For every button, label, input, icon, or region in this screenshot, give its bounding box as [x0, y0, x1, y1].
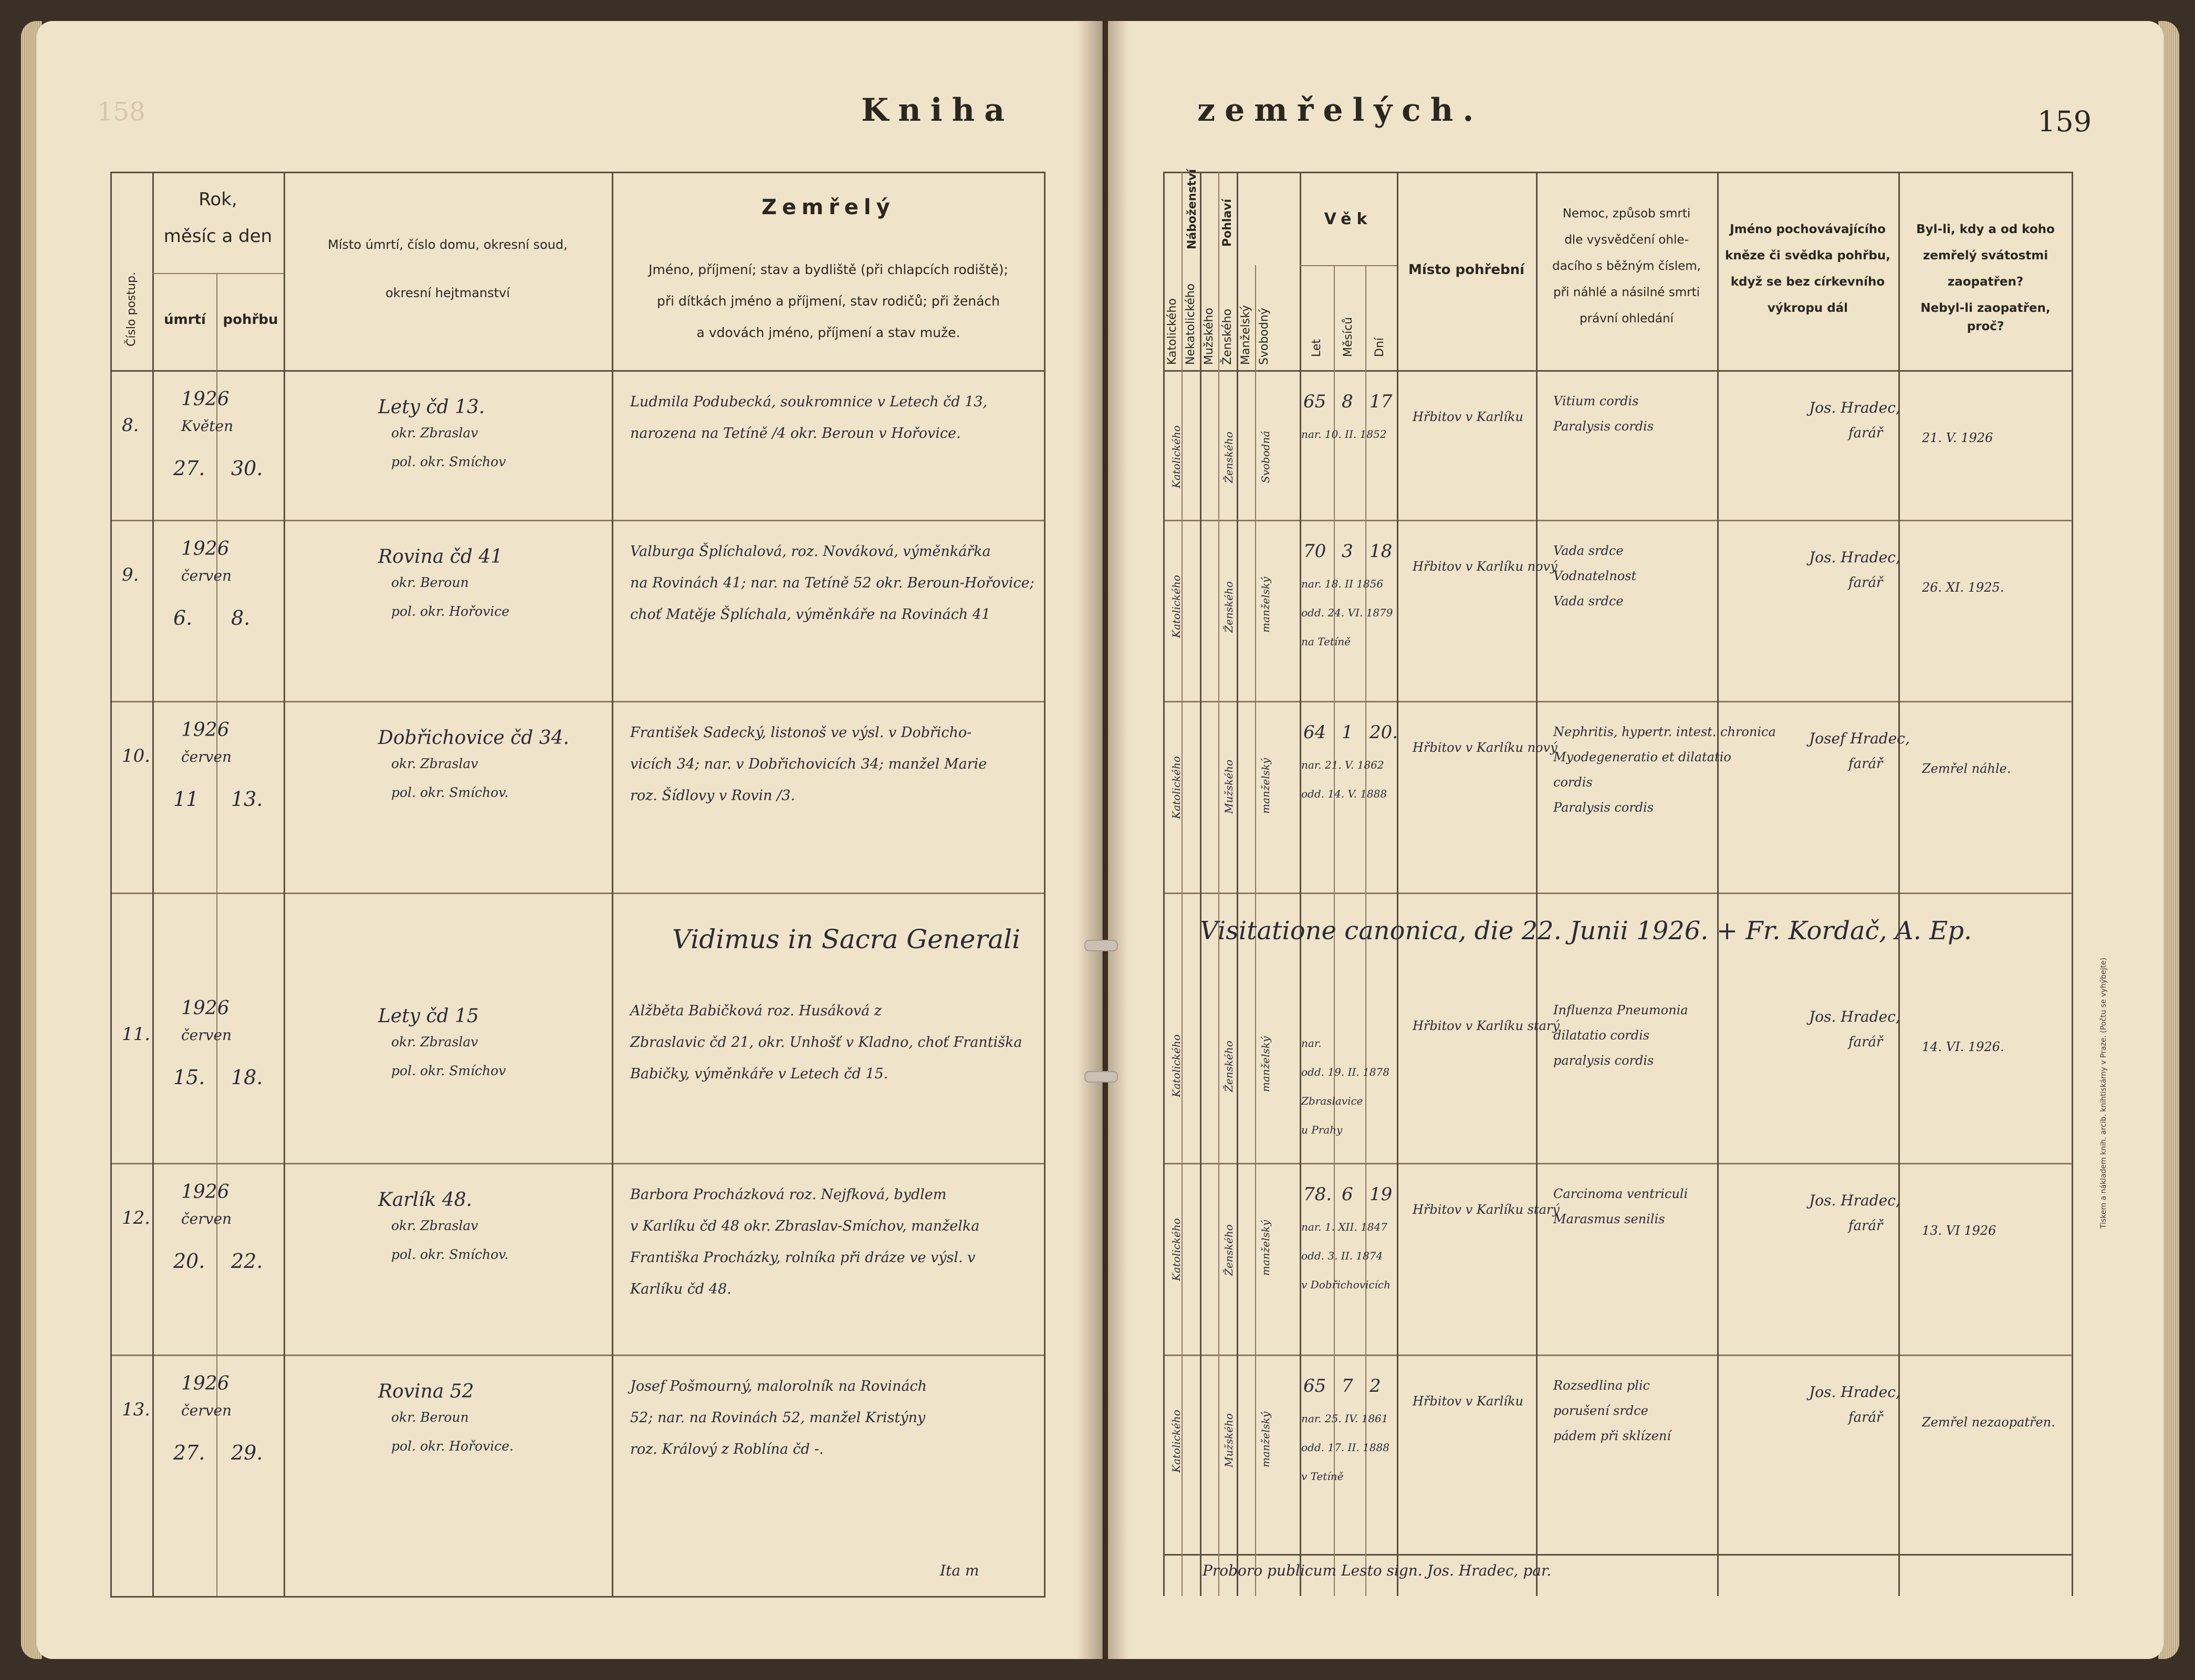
entry-number: 13. — [122, 1399, 151, 1420]
header-byl-4: Nebyl-li zaopatřen, proč? — [1920, 301, 2051, 333]
entry-sacraments: 14. VI. 1926. — [1922, 1040, 2004, 1054]
right-col-line — [2072, 172, 2073, 1596]
entry-priest: Jos. Hradec, — [1809, 1383, 1900, 1401]
entry-number: 11. — [122, 1024, 151, 1045]
title-left: Kniha — [861, 92, 1015, 129]
entry-status: manželský — [1259, 758, 1272, 814]
entry-dates-line: nar. 21. V. 1862 — [1301, 759, 1384, 771]
entry-month: červen — [181, 1026, 232, 1044]
entry-dates-line: odd. 24. VI. 1879 — [1301, 606, 1393, 619]
entry-death-day: 6. — [173, 606, 193, 629]
entry-age-years: 78. — [1303, 1184, 1332, 1205]
entry-sacraments: 13. VI 1926 — [1922, 1223, 1997, 1238]
left-subheader-line — [152, 273, 284, 274]
left-col-line — [284, 172, 285, 1598]
entry-disease-line: Myodegeneratio et dilatatio — [1553, 750, 1731, 764]
entry-age-days: 19 — [1370, 1184, 1393, 1205]
left-row-divider — [110, 701, 1045, 702]
entry-place-line: Dobřichovice čd 34. — [378, 727, 569, 749]
header-nekatolickeho: Nekatolického — [1184, 283, 1197, 365]
left-col-line — [1044, 172, 1046, 1598]
entry-deceased-line: Františka Procházky, rolníka při dráze ve výsl. v — [630, 1250, 976, 1266]
entry-disease-line: Marasmus senilis — [1553, 1212, 1665, 1226]
header-misto-pohrbu: Místo pohřební — [1408, 262, 1525, 278]
left-col-line — [612, 172, 613, 1598]
entry-deceased-line: na Rovinách 41; nar. na Tetíně 52 okr. Beroun-Hořovice; — [630, 575, 1034, 591]
entry-burial-place: Hřbitov v Karlíku starý — [1413, 1018, 1560, 1033]
entry-age-months: 3 — [1342, 541, 1353, 562]
entry-deceased-line: roz. Šídlovy v Rovin /3. — [630, 788, 796, 804]
header-zemrely-line1: Jméno, příjmení; stav a bydliště (při chlapcích rodiště); — [649, 262, 1008, 277]
left-row-divider — [110, 1163, 1045, 1164]
entry-deceased-line: Josef Pošmourný, malorolník na Rovinách — [630, 1378, 927, 1394]
entry-place-line: okr. Zbraslav — [391, 425, 478, 440]
printer-imprint: Tiskem a nákladem knih. arcib. knihtiskárny v Praze. (Počtu se vyhýbejte) — [2099, 958, 2108, 1228]
title-right: zemřelých. — [1197, 92, 1483, 129]
header-mesic-den: měsíc a den — [163, 226, 273, 247]
entry-age-months: 7 — [1342, 1376, 1353, 1396]
header-okresni-hejtmanstvi: okresní hejtmanství — [385, 286, 510, 300]
left-table-top-border — [110, 172, 1045, 173]
entry-deceased-line: choť Matěje Šplíchala, výměnkáře na Rovinách 41 — [630, 606, 991, 623]
entry-priest: Jos. Hradec, — [1809, 399, 1900, 416]
entry-sacraments: 26. XI. 1925. — [1922, 580, 2004, 595]
entry-deceased-line: vicích 34; nar. v Dobřichovicích 34; manžel Marie — [630, 756, 987, 772]
entry-priest-title: farář — [1848, 575, 1883, 591]
right-col-line — [1898, 172, 1900, 1596]
header-cislo-postup: Číslo postup. — [125, 272, 138, 346]
entry-priest-title: farář — [1848, 756, 1883, 772]
header-pohrbu: pohřbu — [223, 312, 278, 328]
entry-dates-line: nar. — [1301, 1037, 1322, 1049]
entry-religion: Katolického — [1170, 575, 1183, 638]
entry-deceased-line: Alžběta Babičková roz. Husáková z — [630, 1003, 882, 1019]
entry-year: 1926 — [181, 719, 229, 741]
entry-disease-line: paralysis cordis — [1553, 1053, 1654, 1068]
entry-burial-place: Hřbitov v Karlíku nový — [1413, 740, 1558, 755]
right-col-line — [1182, 172, 1183, 1596]
header-svobodny: Svobodný — [1258, 308, 1271, 365]
entry-deceased-line: Babičky, výměnkáře v Letech čd 15. — [630, 1066, 889, 1082]
entry-age-years: 65 — [1303, 391, 1326, 412]
left-col-line — [216, 273, 217, 1596]
entry-place-line: pol. okr. Smíchov — [391, 1063, 506, 1078]
entry-burial-day: 18. — [231, 1066, 263, 1089]
entry-disease-line: Paralysis cordis — [1553, 800, 1654, 815]
right-col-line — [1163, 172, 1165, 1596]
entry-place-line: Rovina 52 — [378, 1381, 474, 1402]
entry-disease-line: Carcinoma ventriculi — [1553, 1186, 1688, 1201]
entry-place-line: okr. Beroun — [391, 575, 469, 590]
header-jmeno-2: kněze či svědka pohřbu, — [1725, 249, 1890, 262]
entry-deceased-line: narozena na Tetíně /4 okr. Beroun v Hořovice. — [630, 425, 961, 442]
page-number: 159 — [2037, 105, 2092, 138]
entry-place-line: Lety čd 15 — [378, 1005, 479, 1027]
entry-priest: Jos. Hradec, — [1809, 1192, 1900, 1209]
entry-number: 10. — [122, 746, 151, 766]
entry-place-line: Karlík 48. — [378, 1189, 473, 1211]
entry-dates-line: nar. 18. II 1856 — [1301, 578, 1384, 590]
binding-thread-1 — [1084, 940, 1118, 951]
header-byl-2: zemřelý svátostmi — [1922, 249, 2048, 262]
entry-burial-day: 13. — [231, 788, 263, 811]
entry-disease-line: pádem při sklízení — [1553, 1429, 1671, 1443]
entry-number: 9. — [122, 564, 139, 585]
entry-dates-line: odd. 3. II. 1874 — [1301, 1250, 1383, 1262]
header-umrti: úmrtí — [164, 312, 206, 328]
entry-deceased-line: Karlíku čd 48. — [630, 1281, 731, 1297]
entry-dates-line: odd. 14. V. 1888 — [1301, 788, 1387, 800]
entry-priest-title: farář — [1848, 1034, 1883, 1050]
left-row-divider — [110, 1354, 1045, 1356]
entry-place-line: Lety čd 13. — [378, 396, 485, 418]
entry-burial-place: Hřbitov v Karlíku — [1413, 1394, 1523, 1409]
entry-burial-day: 22. — [231, 1250, 263, 1273]
header-vek: Věk — [1324, 210, 1373, 228]
entry-place-line: pol. okr. Smíchov. — [391, 1247, 509, 1262]
entry-age-years: 70 — [1303, 541, 1326, 562]
entry-dates-line: v Tetíně — [1301, 1470, 1344, 1483]
header-mesicu: Měsíců — [1342, 317, 1355, 357]
entry-place-line: okr. Zbraslav — [391, 756, 478, 771]
entry-religion: Katolického — [1170, 756, 1183, 819]
entry-sex: Ženského — [1222, 581, 1235, 633]
entry-sacraments: 21. V. 1926 — [1922, 430, 1993, 445]
entry-religion: Katolického — [1170, 1410, 1183, 1473]
entry-priest: Jos. Hradec, — [1809, 1008, 1900, 1025]
entry-religion: Katolického — [1170, 425, 1183, 488]
entry-sex: Ženského — [1222, 432, 1235, 483]
header-nemoc-2: dle vysvědčení ohle- — [1564, 233, 1689, 247]
header-katolickeho: Katolického — [1166, 298, 1179, 365]
header-muzskeho: Mužského — [1203, 308, 1216, 365]
entry-sex: Ženského — [1222, 1224, 1235, 1276]
entry-status: manželský — [1259, 1220, 1272, 1276]
entry-disease-line: dilatatio cordis — [1553, 1028, 1650, 1043]
entry-age-days: 20. — [1370, 722, 1398, 743]
entry-disease-line: Rozsedlina plic — [1553, 1378, 1650, 1393]
header-zemrely-line2: při dítkách jméno a příjmení, stav rodičů; při ženách — [656, 293, 1000, 309]
entry-place-line: pol. okr. Smíchov — [391, 454, 506, 469]
entry-disease-line: Vitium cordis — [1553, 394, 1639, 408]
right-col-line — [1536, 172, 1538, 1596]
left-row-divider — [110, 520, 1045, 521]
header-jmeno-3: když se bez církevního — [1730, 275, 1885, 289]
entry-disease-line: Paralysis cordis — [1553, 419, 1654, 434]
entry-dates-line: nar. 25. IV. 1861 — [1301, 1412, 1388, 1425]
entry-deceased-line: 52; nar. na Rovinách 52, manžel Kristýny — [630, 1410, 926, 1426]
entry-religion: Katolického — [1170, 1218, 1183, 1281]
entry-age-months: 1 — [1342, 722, 1353, 743]
entry-deceased-line: roz. Králový z Roblína čd -. — [630, 1441, 824, 1457]
entry-priest: Jos. Hradec, — [1809, 549, 1900, 566]
header-nemoc-5: právní ohledání — [1580, 312, 1674, 326]
entry-month: Květen — [181, 417, 234, 435]
entry-age-days: 17 — [1370, 391, 1393, 412]
entry-age-years: 65 — [1303, 1376, 1326, 1396]
header-nemoc-3: dacího s běžným číslem, — [1552, 259, 1701, 273]
left-col-line — [110, 172, 112, 1598]
entry-burial-day: 8. — [231, 606, 250, 629]
header-zemrely-line3: a vdovách jméno, příjmení a stav muže. — [696, 325, 960, 340]
book-gutter — [1076, 21, 1129, 1659]
entry-dates-line: na Tetíně — [1301, 635, 1351, 648]
entry-sacraments: Zemřel nezaopatřen. — [1922, 1415, 2055, 1430]
entry-death-day: 15. — [173, 1066, 205, 1089]
header-misto-umrti: Místo úmrtí, číslo domu, okresní soud, — [328, 237, 568, 252]
entry-priest-title: farář — [1848, 1410, 1883, 1425]
left-header-bottom-border — [110, 370, 1045, 372]
entry-status: Svobodná — [1259, 430, 1272, 483]
entry-deceased-line: Ludmila Podubecká, soukromnice v Letech čd 13, — [630, 394, 988, 410]
entry-place-line: Rovina čd 41 — [378, 546, 503, 568]
entry-year: 1926 — [181, 538, 229, 560]
entry-dates-line: Zbraslavice — [1301, 1095, 1363, 1107]
entry-priest-title: farář — [1848, 425, 1883, 441]
entry-disease-line: Vada srdce — [1553, 543, 1624, 558]
entry-year: 1926 — [181, 998, 229, 1019]
entry-status: manželský — [1259, 1036, 1272, 1092]
entry-burial-day: 29. — [231, 1441, 263, 1464]
entry-month: červen — [181, 1402, 232, 1419]
entry-death-day: 27. — [173, 1441, 205, 1464]
entry-dates-line: nar. 1. XII. 1847 — [1301, 1221, 1387, 1233]
entry-age-months: 6 — [1342, 1184, 1353, 1205]
right-subheader-line — [1300, 265, 1397, 266]
entry-deceased-line: Zbraslavic čd 21, okr. Unhošť v Kladno, choť Františka — [630, 1034, 1022, 1051]
footer-left-note: Ita m — [940, 1562, 979, 1579]
entry-disease-line: Vada srdce — [1553, 594, 1624, 608]
header-pohlavi: Pohlaví — [1221, 198, 1234, 247]
footer-right-note: Proboro publicum Lesto sign. Jos. Hradec, par. — [1203, 1562, 1552, 1579]
entry-age-months: 8 — [1342, 391, 1353, 412]
entry-year: 1926 — [181, 1373, 229, 1394]
header-zemrely: Zemřelý — [761, 195, 895, 219]
entry-burial-place: Hřbitov v Karlíku nový — [1413, 559, 1558, 574]
right-col-line — [1397, 172, 1398, 1596]
header-jmeno-4: výkropu dál — [1767, 301, 1848, 315]
entry-religion: Katolického — [1170, 1034, 1183, 1097]
entry-sacraments: Zemřel náhle. — [1922, 761, 2011, 776]
entry-sex: Ženského — [1222, 1041, 1235, 1092]
entry-place-line: okr. Zbraslav — [391, 1218, 478, 1233]
binding-thread-2 — [1084, 1071, 1118, 1083]
entry-dates-line: odd. 17. II. 1888 — [1301, 1441, 1389, 1454]
left-table-bottom-border — [110, 1596, 1045, 1598]
entry-disease-line: Influenza Pneumonia — [1553, 1003, 1688, 1017]
entry-month: červen — [181, 748, 232, 765]
header-manzelsky: Manželský — [1239, 304, 1252, 365]
entry-deceased-line: v Karlíku čd 48 okr. Zbraslav-Smíchov, manželka — [630, 1218, 980, 1234]
visitation-note-right: Visitatione canonica, die 22. Junii 1926. + Fr. Kordač, A. Ep. — [1200, 916, 1972, 946]
header-let: Let — [1310, 339, 1323, 357]
entry-sex: Mužského — [1222, 759, 1235, 814]
entry-disease-line: Nephritis, hypertr. intest. chronica — [1553, 724, 1776, 739]
entry-deceased-line: Valburga Šplíchalová, roz. Nováková, výměnkářka — [630, 543, 991, 560]
entry-dates-line: u Prahy — [1301, 1124, 1343, 1136]
entry-age-days: 18 — [1370, 541, 1393, 562]
header-nabozenstvi: Náboženství — [1186, 169, 1199, 249]
entry-month: červen — [181, 567, 232, 584]
entry-number: 12. — [122, 1208, 151, 1228]
left-row-divider — [110, 892, 1045, 894]
header-dni: Dní — [1373, 338, 1386, 357]
entry-dates-line: nar. 10. II. 1852 — [1301, 428, 1387, 440]
entry-death-day: 27. — [173, 457, 205, 480]
entry-death-day: 11 — [173, 788, 199, 811]
entry-place-line: okr. Beroun — [391, 1410, 469, 1425]
header-nemoc-4: při náhlé a násilné smrti — [1553, 286, 1700, 299]
entry-disease-line: Vodnatelnost — [1553, 569, 1637, 583]
entry-dates-line: v Dobřichovicích — [1301, 1278, 1391, 1291]
entry-place-line: pol. okr. Hořovice. — [391, 1438, 514, 1454]
right-col-line — [1237, 172, 1238, 1596]
entry-status: manželský — [1259, 576, 1272, 633]
right-col-line — [1218, 172, 1219, 1596]
entry-year: 1926 — [181, 1181, 229, 1203]
entry-disease-line: cordis — [1553, 775, 1593, 790]
entry-deceased-line: Barbora Procházková roz. Nejfková, bydlem — [630, 1186, 947, 1203]
right-col-line — [1717, 172, 1719, 1596]
header-jmeno-1: Jméno pochovávajícího — [1730, 223, 1886, 236]
entry-burial-day: 30. — [231, 457, 263, 480]
left-col-line — [152, 172, 154, 1598]
entry-priest: Josef Hradec, — [1809, 730, 1910, 747]
entry-number: 8. — [122, 415, 139, 436]
header-nemoc-1: Nemoc, způsob smrti — [1562, 207, 1691, 220]
entry-deceased-line: František Sadecký, listonoš ve výsl. v Dobřicho- — [630, 724, 972, 741]
entry-age-days: 2 — [1370, 1376, 1381, 1396]
entry-year: 1926 — [181, 388, 229, 410]
entry-place-line: okr. Zbraslav — [391, 1034, 478, 1049]
entry-place-line: pol. okr. Hořovice — [391, 604, 510, 619]
entry-burial-place: Hřbitov v Karlíku starý — [1413, 1202, 1560, 1217]
header-byl-1: Byl-li, kdy a od koho — [1916, 223, 2055, 236]
entry-age-years: 64 — [1303, 722, 1326, 743]
entry-death-day: 20. — [173, 1250, 205, 1273]
entry-dates-line: odd. 19. II. 1878 — [1301, 1066, 1389, 1078]
header-zenskeho: Ženského — [1221, 309, 1234, 365]
entry-place-line: pol. okr. Smíchov. — [391, 785, 509, 800]
right-col-line — [1300, 172, 1301, 1596]
entry-burial-place: Hřbitov v Karlíku — [1413, 410, 1523, 424]
entry-sex: Mužského — [1222, 1413, 1235, 1467]
entry-month: červen — [181, 1210, 232, 1227]
faint-page-number: 158 — [97, 97, 145, 127]
visitation-note-left: Vidimus in Sacra Generali — [672, 924, 1021, 954]
entry-status: manželský — [1259, 1411, 1272, 1467]
header-byl-3: zaopatřen? — [1947, 275, 2024, 289]
entry-disease-line: porušení srdce — [1553, 1403, 1648, 1418]
header-rok: Rok, — [198, 189, 237, 210]
right-col-line — [1200, 172, 1201, 1596]
entry-priest-title: farář — [1848, 1218, 1883, 1234]
